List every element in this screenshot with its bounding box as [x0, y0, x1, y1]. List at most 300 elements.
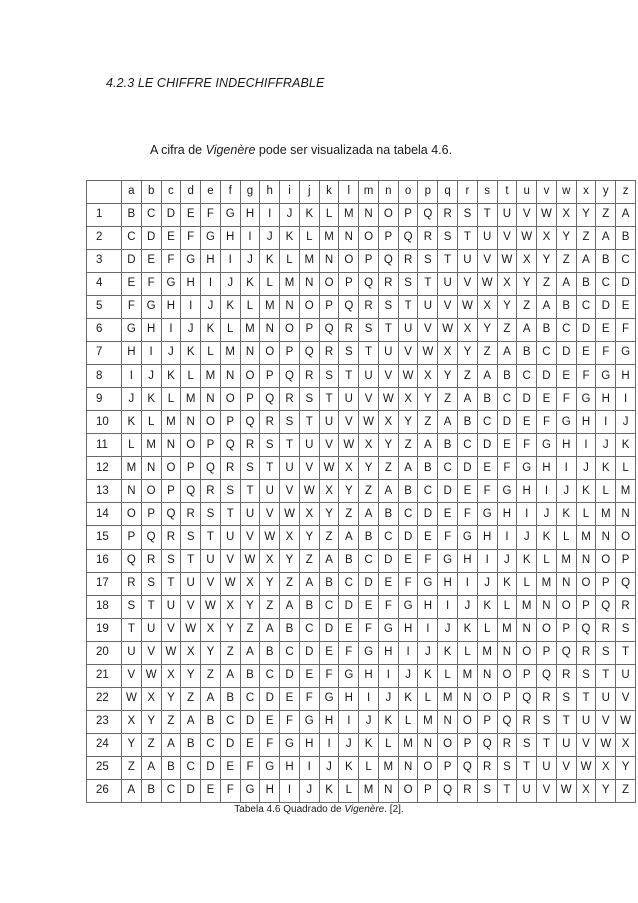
cipher-cell: O: [616, 526, 636, 549]
cipher-cell: O: [161, 457, 181, 480]
table-header-row: [87, 181, 636, 204]
cipher-cell: H: [418, 595, 438, 618]
cipher-cell: F: [260, 733, 280, 756]
cipher-cell: V: [240, 526, 260, 549]
cipher-cell: K: [537, 526, 557, 549]
cipher-cell: M: [458, 664, 478, 687]
cipher-cell: R: [576, 641, 596, 664]
vigenere-table-body: [87, 181, 636, 803]
cipher-cell: Z: [339, 503, 359, 526]
cipher-cell: A: [458, 388, 478, 411]
table-row: [87, 296, 636, 319]
cipher-cell: H: [517, 480, 537, 503]
cipher-cell: J: [576, 457, 596, 480]
row-number-cell: 24: [87, 733, 122, 756]
cipher-cell: F: [477, 480, 497, 503]
cipher-cell: M: [339, 204, 359, 227]
table-row: [87, 733, 636, 756]
cipher-cell: B: [458, 411, 478, 434]
cipher-cell: R: [161, 526, 181, 549]
cipher-cell: H: [181, 273, 201, 296]
cipher-cell: L: [260, 273, 280, 296]
cipher-cell: O: [497, 664, 517, 687]
cipher-cell: Y: [537, 250, 557, 273]
cipher-cell: B: [220, 687, 240, 710]
cipher-cell: W: [517, 227, 537, 250]
cipher-cell: D: [359, 572, 379, 595]
cipher-cell: C: [220, 710, 240, 733]
cipher-cell: R: [556, 664, 576, 687]
cipher-cell: Q: [161, 503, 181, 526]
cipher-cell: M: [497, 618, 517, 641]
cipher-cell: T: [616, 641, 636, 664]
header-cell: j: [299, 181, 319, 204]
cipher-cell: X: [537, 227, 557, 250]
cipher-cell: Z: [537, 273, 557, 296]
cipher-cell: B: [161, 756, 181, 779]
cipher-cell: N: [339, 227, 359, 250]
cipher-cell: V: [299, 457, 319, 480]
cipher-cell: M: [299, 250, 319, 273]
cipher-cell: N: [497, 641, 517, 664]
cipher-cell: N: [378, 779, 398, 802]
cipher-cell: K: [477, 595, 497, 618]
cipher-cell: M: [616, 480, 636, 503]
cipher-cell: O: [220, 388, 240, 411]
cipher-cell: P: [260, 365, 280, 388]
cipher-cell: Z: [122, 756, 142, 779]
cipher-cell: I: [220, 250, 240, 273]
cipher-cell: V: [596, 710, 616, 733]
cipher-cell: U: [299, 434, 319, 457]
cipher-cell: X: [378, 411, 398, 434]
cipher-cell: K: [220, 296, 240, 319]
cipher-cell: N: [438, 710, 458, 733]
cipher-cell: G: [517, 457, 537, 480]
cipher-cell: Y: [141, 710, 161, 733]
row-number-cell: 22: [87, 687, 122, 710]
cipher-cell: H: [477, 526, 497, 549]
cipher-cell: U: [122, 641, 142, 664]
cipher-cell: F: [339, 641, 359, 664]
cipher-cell: B: [398, 480, 418, 503]
header-cell: q: [438, 181, 458, 204]
cipher-cell: V: [418, 319, 438, 342]
cipher-cell: Y: [319, 503, 339, 526]
cipher-cell: L: [280, 250, 300, 273]
cipher-cell: X: [122, 710, 142, 733]
cipher-cell: S: [537, 710, 557, 733]
cipher-cell: Y: [517, 273, 537, 296]
cipher-cell: M: [537, 572, 557, 595]
header-cell: h: [260, 181, 280, 204]
cipher-cell: M: [240, 319, 260, 342]
cipher-cell: D: [220, 733, 240, 756]
cipher-cell: X: [181, 641, 201, 664]
cipher-cell: C: [596, 273, 616, 296]
cipher-cell: A: [319, 549, 339, 572]
cipher-cell: H: [497, 503, 517, 526]
cipher-cell: W: [260, 526, 280, 549]
cipher-cell: K: [517, 549, 537, 572]
cipher-cell: O: [319, 273, 339, 296]
cipher-cell: P: [122, 526, 142, 549]
cipher-cell: F: [418, 549, 438, 572]
cipher-cell: Q: [398, 227, 418, 250]
cipher-cell: M: [556, 549, 576, 572]
cipher-cell: L: [240, 296, 260, 319]
cipher-cell: M: [260, 296, 280, 319]
cipher-cell: B: [201, 710, 221, 733]
cipher-cell: X: [161, 664, 181, 687]
cipher-cell: X: [458, 319, 478, 342]
cipher-cell: S: [576, 664, 596, 687]
cipher-cell: R: [122, 572, 142, 595]
cipher-cell: Y: [616, 756, 636, 779]
table-row: [87, 457, 636, 480]
cipher-cell: F: [220, 779, 240, 802]
cipher-cell: A: [596, 227, 616, 250]
cipher-cell: U: [161, 595, 181, 618]
row-number-cell: 18: [87, 595, 122, 618]
cipher-cell: C: [378, 526, 398, 549]
cipher-cell: N: [616, 503, 636, 526]
cipher-cell: T: [576, 687, 596, 710]
cipher-cell: W: [359, 411, 379, 434]
cipher-cell: R: [260, 411, 280, 434]
cipher-cell: I: [161, 319, 181, 342]
cipher-cell: D: [398, 526, 418, 549]
cipher-cell: T: [181, 549, 201, 572]
cipher-cell: D: [477, 434, 497, 457]
cipher-cell: K: [161, 365, 181, 388]
cipher-cell: Q: [319, 319, 339, 342]
cipher-cell: E: [576, 342, 596, 365]
cipher-cell: X: [299, 503, 319, 526]
cipher-cell: R: [398, 250, 418, 273]
cipher-cell: O: [576, 572, 596, 595]
cipher-cell: V: [398, 342, 418, 365]
row-number-cell: 21: [87, 664, 122, 687]
cipher-cell: H: [398, 618, 418, 641]
cipher-cell: N: [280, 296, 300, 319]
cipher-cell: V: [378, 365, 398, 388]
table-row: [87, 434, 636, 457]
cipher-cell: O: [122, 503, 142, 526]
cipher-cell: J: [517, 526, 537, 549]
table-row: [87, 273, 636, 296]
cipher-cell: R: [319, 342, 339, 365]
cipher-cell: E: [398, 549, 418, 572]
cipher-cell: G: [458, 526, 478, 549]
cipher-cell: W: [122, 687, 142, 710]
cipher-cell: Q: [556, 641, 576, 664]
cipher-cell: P: [596, 572, 616, 595]
row-number-cell: 6: [87, 319, 122, 342]
cipher-cell: J: [260, 227, 280, 250]
cipher-cell: N: [517, 618, 537, 641]
cipher-cell: U: [378, 342, 398, 365]
cipher-cell: I: [497, 526, 517, 549]
cipher-cell: E: [141, 250, 161, 273]
header-cell: b: [141, 181, 161, 204]
cipher-cell: G: [556, 411, 576, 434]
cipher-cell: H: [280, 756, 300, 779]
intro-text-after: pode ser visualizada na tabela 4.6.: [255, 143, 453, 157]
row-number-cell: 2: [87, 227, 122, 250]
row-number-cell: 13: [87, 480, 122, 503]
cipher-cell: O: [556, 595, 576, 618]
cipher-cell: J: [556, 480, 576, 503]
cipher-cell: Z: [418, 411, 438, 434]
header-cell: w: [556, 181, 576, 204]
cipher-cell: Y: [556, 227, 576, 250]
cipher-cell: A: [576, 250, 596, 273]
cipher-cell: H: [141, 319, 161, 342]
cipher-cell: C: [438, 457, 458, 480]
cipher-cell: P: [161, 480, 181, 503]
cipher-cell: R: [280, 388, 300, 411]
cipher-cell: L: [359, 756, 379, 779]
cipher-cell: P: [299, 319, 319, 342]
cipher-cell: L: [220, 319, 240, 342]
cipher-cell: R: [497, 733, 517, 756]
cipher-cell: T: [319, 388, 339, 411]
cipher-cell: F: [616, 319, 636, 342]
cipher-cell: Z: [458, 365, 478, 388]
cipher-cell: V: [616, 687, 636, 710]
cipher-cell: C: [122, 227, 142, 250]
cipher-cell: A: [280, 595, 300, 618]
cipher-cell: Q: [260, 388, 280, 411]
table-row: [87, 480, 636, 503]
cipher-cell: G: [378, 618, 398, 641]
cipher-cell: D: [299, 641, 319, 664]
cipher-cell: A: [339, 526, 359, 549]
cipher-cell: L: [418, 687, 438, 710]
caption-emphasis: Vigenère: [344, 804, 385, 815]
cipher-cell: V: [477, 250, 497, 273]
cipher-cell: O: [240, 365, 260, 388]
table-row: [87, 687, 636, 710]
cipher-cell: T: [299, 411, 319, 434]
cipher-cell: H: [556, 434, 576, 457]
cipher-cell: P: [458, 733, 478, 756]
cipher-cell: L: [556, 526, 576, 549]
cipher-cell: Y: [438, 365, 458, 388]
cipher-cell: Q: [141, 526, 161, 549]
cipher-cell: H: [576, 411, 596, 434]
cipher-cell: S: [378, 296, 398, 319]
cipher-cell: O: [141, 480, 161, 503]
cipher-cell: N: [537, 595, 557, 618]
cipher-cell: P: [576, 595, 596, 618]
cipher-cell: H: [596, 388, 616, 411]
row-number-cell: 7: [87, 342, 122, 365]
cipher-cell: O: [260, 342, 280, 365]
cipher-cell: L: [576, 503, 596, 526]
cipher-cell: Y: [161, 687, 181, 710]
cipher-cell: O: [438, 733, 458, 756]
cipher-cell: H: [359, 664, 379, 687]
cipher-cell: J: [497, 549, 517, 572]
cipher-cell: D: [438, 480, 458, 503]
cipher-cell: H: [122, 342, 142, 365]
cipher-cell: M: [359, 779, 379, 802]
cipher-cell: O: [398, 779, 418, 802]
cipher-cell: M: [220, 342, 240, 365]
cipher-cell: K: [458, 618, 478, 641]
cipher-cell: Z: [576, 227, 596, 250]
cipher-cell: M: [161, 411, 181, 434]
cipher-cell: J: [141, 365, 161, 388]
cipher-cell: J: [201, 296, 221, 319]
cipher-cell: E: [122, 273, 142, 296]
cipher-cell: O: [339, 250, 359, 273]
table-row: [87, 342, 636, 365]
section-heading: 4.2.3 LE CHIFFRE INDECHIFFRABLE: [106, 76, 325, 90]
cipher-cell: E: [319, 641, 339, 664]
cipher-cell: Y: [240, 595, 260, 618]
cipher-cell: Y: [497, 296, 517, 319]
cipher-cell: H: [201, 250, 221, 273]
header-cell: z: [616, 181, 636, 204]
cipher-cell: B: [339, 549, 359, 572]
table-row: [87, 388, 636, 411]
cipher-cell: V: [517, 204, 537, 227]
cipher-cell: T: [497, 779, 517, 802]
cipher-cell: Q: [458, 756, 478, 779]
cipher-cell: K: [141, 388, 161, 411]
cipher-cell: C: [280, 641, 300, 664]
cipher-cell: T: [359, 342, 379, 365]
table-row: [87, 549, 636, 572]
cipher-cell: F: [141, 273, 161, 296]
cipher-cell: N: [359, 204, 379, 227]
cipher-cell: D: [497, 411, 517, 434]
row-number-cell: 20: [87, 641, 122, 664]
cipher-cell: K: [299, 204, 319, 227]
table-row: [87, 618, 636, 641]
cipher-cell: T: [220, 503, 240, 526]
cipher-cell: Q: [299, 342, 319, 365]
row-number-cell: 23: [87, 710, 122, 733]
cipher-cell: S: [359, 319, 379, 342]
cipher-cell: B: [280, 618, 300, 641]
cipher-cell: M: [378, 756, 398, 779]
cipher-cell: M: [141, 434, 161, 457]
cipher-cell: F: [458, 503, 478, 526]
cipher-cell: J: [418, 641, 438, 664]
cipher-cell: A: [181, 710, 201, 733]
cipher-cell: C: [319, 595, 339, 618]
cipher-cell: R: [458, 779, 478, 802]
cipher-cell: U: [359, 365, 379, 388]
cipher-cell: E: [260, 710, 280, 733]
cipher-cell: N: [220, 365, 240, 388]
cipher-cell: U: [339, 388, 359, 411]
cipher-cell: U: [517, 779, 537, 802]
cipher-cell: Z: [477, 342, 497, 365]
table-row: [87, 710, 636, 733]
cipher-cell: S: [319, 365, 339, 388]
cipher-cell: Y: [280, 549, 300, 572]
cipher-cell: J: [438, 618, 458, 641]
cipher-cell: Q: [339, 296, 359, 319]
cipher-cell: Y: [201, 641, 221, 664]
cipher-cell: U: [240, 503, 260, 526]
cipher-cell: R: [596, 618, 616, 641]
cipher-cell: X: [359, 434, 379, 457]
cipher-cell: H: [616, 365, 636, 388]
cipher-cell: T: [122, 618, 142, 641]
cipher-cell: G: [201, 227, 221, 250]
cipher-cell: N: [122, 480, 142, 503]
cipher-cell: W: [240, 549, 260, 572]
cipher-cell: J: [280, 204, 300, 227]
cipher-cell: I: [181, 296, 201, 319]
cipher-cell: L: [596, 480, 616, 503]
cipher-cell: O: [201, 411, 221, 434]
cipher-cell: F: [240, 756, 260, 779]
cipher-cell: K: [398, 687, 418, 710]
cipher-cell: Y: [596, 779, 616, 802]
cipher-cell: U: [458, 250, 478, 273]
cipher-cell: C: [161, 779, 181, 802]
cipher-cell: J: [161, 342, 181, 365]
cipher-cell: W: [556, 779, 576, 802]
cipher-cell: A: [497, 342, 517, 365]
table-row: [87, 227, 636, 250]
cipher-cell: E: [201, 779, 221, 802]
cipher-cell: W: [596, 733, 616, 756]
cipher-cell: J: [458, 595, 478, 618]
cipher-cell: I: [458, 572, 478, 595]
cipher-cell: S: [280, 411, 300, 434]
cipher-cell: F: [537, 411, 557, 434]
cipher-cell: I: [280, 779, 300, 802]
cipher-cell: K: [378, 710, 398, 733]
cipher-cell: I: [438, 595, 458, 618]
cipher-cell: C: [181, 756, 201, 779]
cipher-cell: E: [280, 687, 300, 710]
row-number-cell: 11: [87, 434, 122, 457]
cipher-cell: C: [141, 204, 161, 227]
cipher-cell: W: [339, 434, 359, 457]
cipher-cell: Z: [359, 480, 379, 503]
cipher-cell: C: [299, 618, 319, 641]
cipher-cell: P: [181, 457, 201, 480]
cipher-cell: T: [438, 250, 458, 273]
cipher-cell: O: [299, 296, 319, 319]
cipher-cell: I: [378, 664, 398, 687]
cipher-cell: J: [339, 733, 359, 756]
cipher-cell: V: [438, 296, 458, 319]
table-row: [87, 756, 636, 779]
cipher-cell: T: [260, 457, 280, 480]
table-caption: [0, 804, 638, 815]
cipher-cell: I: [477, 549, 497, 572]
cipher-cell: I: [556, 457, 576, 480]
cipher-cell: W: [398, 365, 418, 388]
cipher-cell: Q: [240, 411, 260, 434]
table-row: [87, 503, 636, 526]
cipher-cell: O: [596, 549, 616, 572]
table-row: [87, 250, 636, 273]
cipher-cell: X: [260, 549, 280, 572]
cipher-cell: A: [141, 756, 161, 779]
cipher-cell: G: [260, 756, 280, 779]
